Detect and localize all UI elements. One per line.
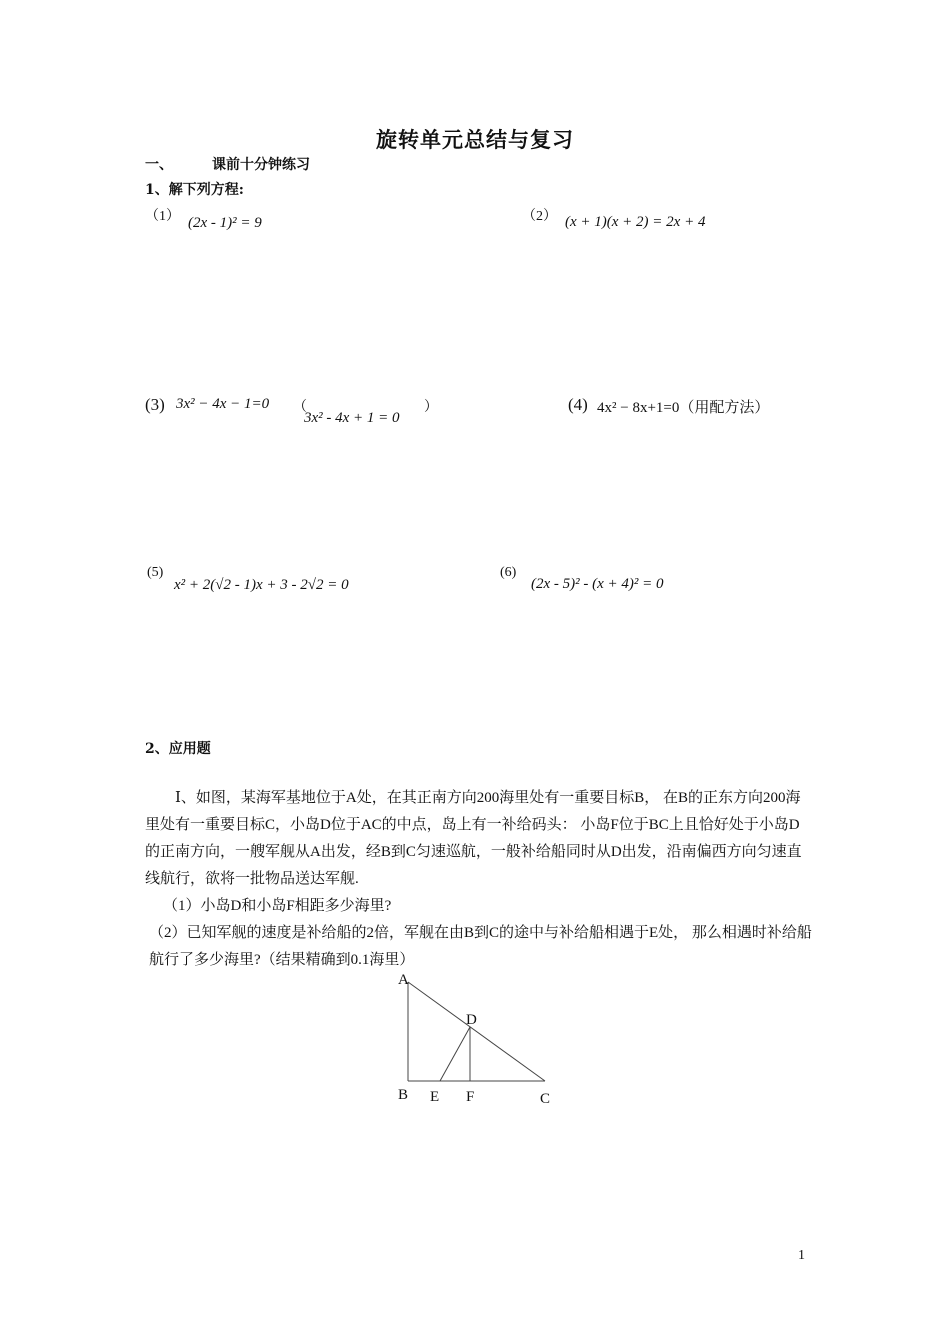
equation-3-note-open: （ — [293, 400, 307, 415]
equation-5-label: (5) — [147, 565, 164, 580]
equation-3-note-close: ） — [424, 400, 438, 415]
question-1-heading: 1、解下列方程: — [145, 182, 244, 198]
point-label-e: E — [430, 1089, 440, 1105]
equation-3-note: 3x² - 4x + 1 = 0 — [304, 410, 400, 426]
problem-intro: Ⅰ、如图，某海军基地位于A处，在其正南方向200海里处有一重要目标B， 在B的正东方向200海里处有一重要目标C，小岛D位于AC的中点，岛上有一补给码头： 小岛F位于BC上且恰好处于小岛D的正南方向，一艘军舰从A出发，经B到C匀速巡航，一般补给船同时从D出发，沿南偏西方向匀速直线航行，欲将一批物品送达军舰. — [145, 790, 802, 887]
equation-4-label: (4) — [568, 395, 588, 414]
equation-3-label: (3) — [145, 395, 165, 414]
sub-question-2: （2）已知军舰的速度是补给船的2倍，军舰在由B到C的途中与补给船相遇于E处， 那么相遇时补给船航行了多少海里?（结果精确到0.1海里） — [149, 925, 812, 968]
equation-6: (2x - 5)² - (x + 4)² = 0 — [531, 576, 664, 592]
point-label-a: A — [398, 972, 409, 988]
point-label-c: C — [540, 1091, 551, 1107]
question-2-heading: 2、应用题 — [145, 741, 211, 757]
section-number: 一、 — [145, 157, 173, 173]
equation-2-label: （2） — [522, 209, 557, 224]
section-heading: 课前十分钟练习 — [212, 157, 310, 173]
equation-6-label: (6) — [500, 565, 517, 580]
point-label-d: D — [466, 1012, 477, 1028]
equation-4: 4x² − 8x+1=0（用配方法） — [597, 400, 770, 416]
point-label-b: B — [398, 1087, 409, 1103]
page-number: 1 — [798, 1248, 805, 1263]
equation-2: (x + 1)(x + 2) = 2x + 4 — [565, 214, 706, 230]
equation-1-label: （1） — [145, 209, 180, 224]
geometry-figure — [380, 962, 580, 1112]
segment-de — [440, 1027, 470, 1081]
page-title: 旋转单元总结与复习 — [376, 127, 574, 152]
sub-question-1: （1）小岛D和小岛F相距多少海里? — [163, 898, 392, 914]
problem-text — [145, 785, 813, 974]
equation-3: 3x² − 4x − 1=0 — [176, 396, 270, 412]
point-label-f: F — [466, 1089, 475, 1105]
equation-1: (2x - 1)² = 9 — [188, 215, 262, 231]
segment-ac — [408, 982, 545, 1081]
equation-5: x² + 2(√2 - 1)x + 3 - 2√2 = 0 — [174, 577, 349, 593]
